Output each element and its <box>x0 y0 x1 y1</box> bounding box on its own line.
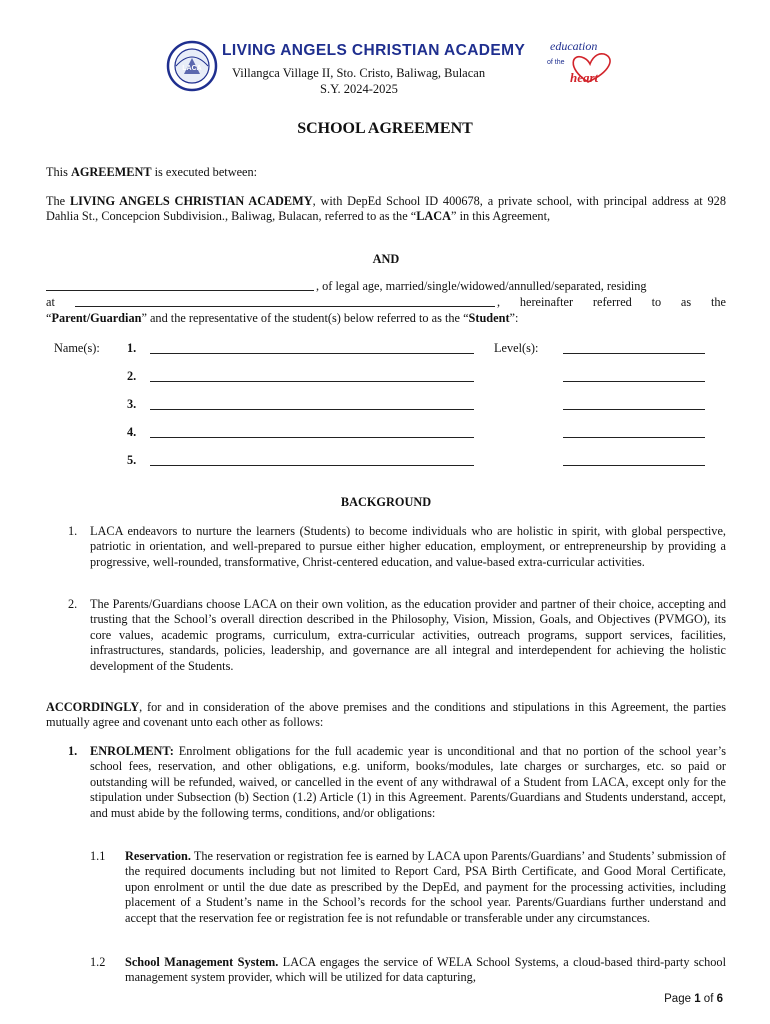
school-year: S.Y. 2024-2025 <box>320 82 398 96</box>
tagline-heart: heart <box>570 70 599 85</box>
section-number: 1.1 <box>90 849 106 863</box>
party-referred: , hereinafter referred to as the <box>497 295 726 309</box>
school-address: Villangca Village II, Sto. Cristo, Baliwag, Bulacan <box>232 66 486 80</box>
parent-name-field[interactable] <box>46 290 314 291</box>
and-heading: AND <box>372 252 400 266</box>
background-item: The Parents/Guardians choose LACA on their own volition, as the education provider and partner of their choice, accepting and trusting that the School’s overall direction described in the Philosophy, Vision, Mission, Goals, and Objectives (PVMGO), its core values, academic programs, curriculum, extra-curricular activities, outreach programs, support services, facilities, infrastructures, standards, policies, leadership, and governance are all integral and interdependent for achieving the holistic development of the Students. <box>90 597 726 673</box>
tagline-education: education <box>550 39 598 53</box>
student-number: 1. <box>127 341 137 355</box>
background-heading: BACKGROUND <box>340 495 432 509</box>
student-name-field[interactable] <box>150 437 474 438</box>
party-definitions: “Parent/Guardian” and the representative of the student(s) below referred to as the “Student”: <box>46 311 519 325</box>
accordingly-paragraph: ACCORDINGLY, for and in consideration of the above premises and the conditions and stipulations in this Agreement, the parties mutually agree and covenant unto each other as follows: <box>46 700 726 730</box>
page-title: SCHOOL AGREEMENT <box>297 120 473 137</box>
page-number: Page 1 of 6 <box>664 993 723 1005</box>
enrolment-article: ENROLMENT: Enrolment obligations for the full academic year is unconditional and that no portion of the school year’s school fees, reservation, and other obligations, e.g. uniform, books/modules, late charges or surcharges, etc. so paid or outstanding will be refunded, waived, or cancelled in the event of any withdrawal of a Student from LACA, except only for the stipulation under Subsection (b) Section (1.2) Article (1) in this Agreement. Parents/Guardians and Students understand, accept, and must abide by the following terms, conditions, and/or obligations: <box>90 744 726 820</box>
tagline-of-the: of the <box>547 59 565 66</box>
seal-text: LACA <box>182 65 202 72</box>
section-number: 1.2 <box>90 955 106 969</box>
address-field[interactable] <box>75 306 495 307</box>
background-item-number: 1. <box>68 524 78 538</box>
school-seal-icon <box>166 40 218 92</box>
section-school-management: School Management System. LACA engages the service of WELA School Systems, a cloud-based third-party school management system provider, which will be utilized for data capturing, <box>125 955 726 985</box>
education-of-the-heart-logo <box>546 38 626 88</box>
levels-label: Level(s): <box>494 341 539 355</box>
student-level-field[interactable] <box>563 409 705 410</box>
intro-line: This AGREEMENT is executed between: <box>46 165 258 179</box>
party-at: at <box>46 295 55 309</box>
section-reservation: Reservation. The reservation or registration fee is earned by LACA upon Parents/Guardians’ and Students’ submission of the required documents including but not limited to Report Card, PSA Birth Certificate, and Good Moral Certificate, upon enrolment or until the due date as prescribed by the DepEd, and payment for the processing activities, including placement of a Student’s name in the School’s records for the school year. Parents/Guardians further understand and accept that the reservation fee or registration fee is not refundable or transferable under any circumstances. <box>125 849 726 925</box>
student-name-field[interactable] <box>150 465 474 466</box>
names-label: Name(s): <box>54 341 100 355</box>
background-item: LACA endeavors to nurture the learners (Students) to become individuals who are holistic in spirit, with global perspective, patriotic in orientation, and well-prepared to pursue either higher education, employment, or entrepreneurship by providing a progressive, well-rounded, transformative, Christ-centered education, and value-based extra-curricular activities. <box>90 524 726 569</box>
letterhead <box>166 38 626 100</box>
student-level-field[interactable] <box>563 381 705 382</box>
intro-parties: The LIVING ANGELS CHRISTIAN ACADEMY, with DepEd School ID 400678, a private school, with principal address at 928 Dahlia St., Concepcion Subdivision., Baliwag, Bulacan, referred to as the “LACA” in this Agreement, <box>46 194 726 224</box>
student-name-field[interactable] <box>150 409 474 410</box>
student-number: 3. <box>127 397 137 411</box>
student-name-field[interactable] <box>150 381 474 382</box>
student-level-field[interactable] <box>563 353 705 354</box>
student-name-field[interactable] <box>150 353 474 354</box>
article-number: 1. <box>68 744 78 758</box>
school-name: LIVING ANGELS CHRISTIAN ACADEMY <box>222 42 526 59</box>
party-descriptor: , of legal age, married/single/widowed/annulled/separated, residing <box>316 279 647 293</box>
student-level-field[interactable] <box>563 465 705 466</box>
student-level-field[interactable] <box>563 437 705 438</box>
student-number: 4. <box>127 425 137 439</box>
student-number: 5. <box>127 453 137 467</box>
background-item-number: 2. <box>68 597 78 611</box>
student-number: 2. <box>127 369 137 383</box>
